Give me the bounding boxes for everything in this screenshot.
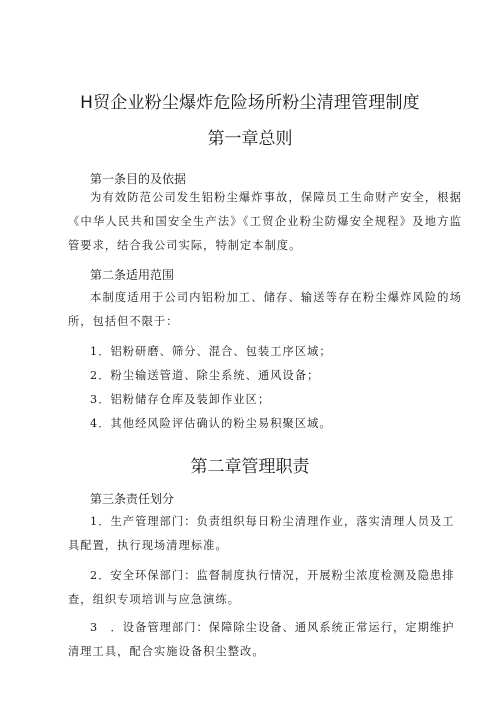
- article-3-title: 第三条责任划分: [90, 492, 175, 506]
- document-title: H贸企业粉尘爆炸危险场所粉尘清理管理制度: [80, 93, 420, 113]
- article-2-item-3: [68, 388, 462, 412]
- article-3-item-1: [68, 510, 462, 558]
- article-3-item-2: [68, 564, 462, 612]
- list-item: 1．铝粉研磨、筛分、混合、包装工序区域；: [90, 345, 332, 358]
- article-2-item-1: [68, 340, 462, 364]
- list-item: 1．生产管理部门：负责组织每日粉尘清理作业，落实清理人员及工具配置，执行现场清理标准。: [68, 515, 455, 552]
- chapter-2-title: 第二章管理职责: [190, 457, 310, 477]
- article-3-item-3: [68, 616, 462, 664]
- list-item: 3 ．设备管理部门：保障除尘设备、通风系统正常运行，定期维护清理工具，配合实施设备积尘整改。: [68, 621, 455, 658]
- chapter-1-title: 第一章总则: [207, 129, 293, 149]
- article-1-title: 第一条目的及依据: [90, 172, 187, 186]
- article-1-body-text: 为有效防范公司发生铝粉尘爆炸事故，保障员工生命财产安全，根据《中华人民共和国安全生产法》《工贸企业粉尘防爆安全规程》及地方监管要求，结合我公司实际，特制定本制度。: [68, 191, 462, 252]
- article-2-item-4: [68, 412, 462, 436]
- article-2-body: [68, 286, 462, 334]
- article-2-item-2: [68, 364, 462, 388]
- article-1-body: [68, 186, 462, 258]
- list-item: 3．铝粉储存仓库及装卸作业区；: [90, 393, 271, 406]
- list-item: 2．粉尘输送管道、除尘系统、通风设备；: [90, 369, 320, 382]
- list-item: 2．安全环保部门：监督制度执行情况，开展粉尘浓度检测及隐患排查，组织专项培训与应急演练。: [68, 569, 455, 606]
- article-2-body-text: 本制度适用于公司内铝粉加工、储存、输送等存在粉尘爆炸风险的场所，包括但不限于：: [68, 291, 462, 328]
- list-item: 4．其他经风险评估确认的粉尘易积聚区域。: [90, 417, 332, 430]
- article-2-title: 第二条适用范围: [90, 268, 175, 282]
